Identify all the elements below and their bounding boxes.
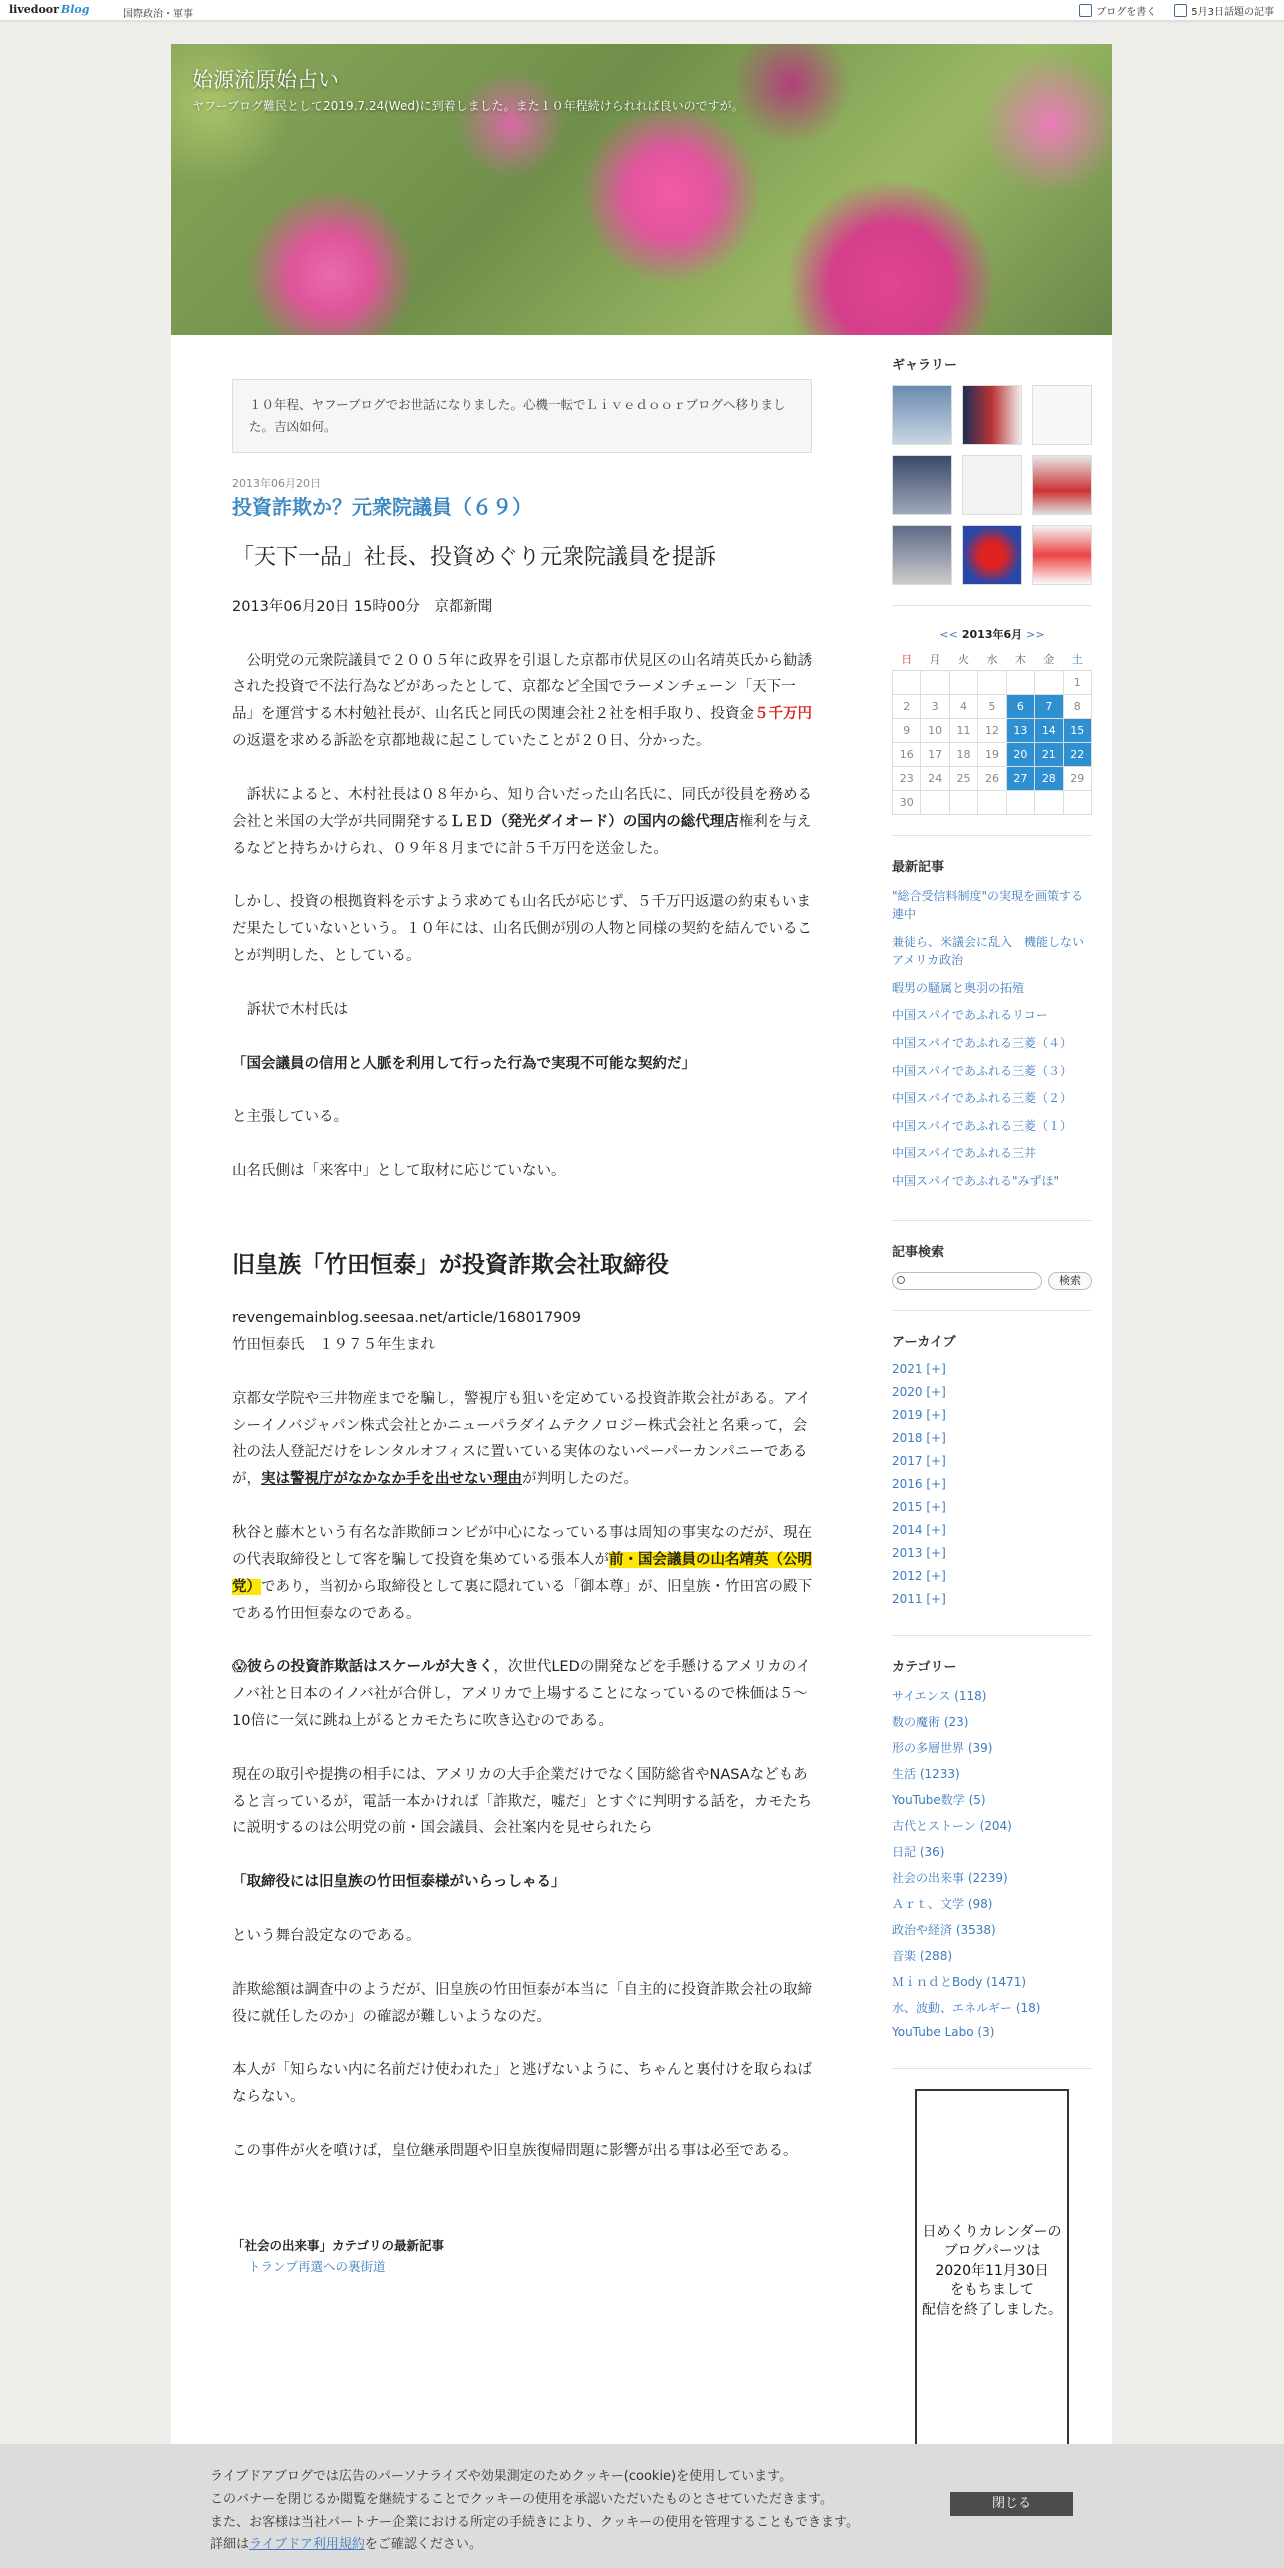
gallery-thumb[interactable] — [892, 385, 952, 445]
paragraph: 😱彼らの投資詐欺話はスケールが大きく，次世代LEDの開発などを手懸けるアメリカのイノバ社と日本のイノバ社が合併し，アメリカで上場することになっているので株価は５～10倍に一気に跳ね上がるとカモたちに吹き込むのである。 — [232, 1659, 811, 1729]
calendar-weekday: 火 — [958, 652, 970, 666]
paragraph: 公明党の元衆院議員で２００５年に政界を引退した京都市伏見区の山名靖英氏から勧誘された投資で不法行為などがあったとして、京都など全国でラーメンチェーン「天下一品」を運営する木村勉社長が、山名氏と同氏の関連会社２社を相手取り、投資金５千万円の返還を求める訴訟を京都地裁に起こしていたことが２０日、分かった。 — [232, 652, 812, 750]
calendar-month: 2013年6月 — [961, 628, 1023, 641]
article-subtitle: 「天下一品」社長、投資めぐり元衆院議員を提訴 — [232, 545, 717, 571]
archive-link[interactable]: 2014 [+] — [892, 1522, 946, 1537]
calendar-weekday: 金 — [1043, 652, 1055, 666]
paragraph: この事件が火を噴けば，皇位継承問題や旧皇族復帰問題に影響が出る事は必至である。 — [232, 2143, 798, 2160]
category-link[interactable]: 日記 (36) — [892, 1844, 945, 1859]
search-title: 記事検索 — [892, 1244, 945, 1260]
calendar-day-link[interactable]: 21 — [1035, 742, 1063, 766]
calendar-day: 1 — [1063, 670, 1091, 694]
calendar-day: 24 — [921, 766, 949, 790]
calendar — [892, 626, 1092, 836]
calendar-day: 2 — [893, 694, 921, 718]
gallery-thumb[interactable] — [892, 455, 952, 515]
calendar-day: 25 — [949, 766, 977, 790]
category-link[interactable]: YouTube数学 (5) — [892, 1792, 986, 1807]
section-heading: 旧皇族「竹田恒泰」が投資詐欺会社取締役 — [232, 1252, 669, 1279]
quote: 「国会議員の信用と人脈を利用して行った行為で実現不可能な契約だ」 — [232, 1055, 696, 1072]
calendar-day: 5 — [978, 694, 1006, 718]
related-title: 「社会の出来事」カテゴリの最新記事 — [232, 2237, 445, 2253]
recent-title: 最新記事 — [892, 859, 945, 875]
gallery-section — [892, 354, 1092, 606]
calendar-day: 16 — [893, 742, 921, 766]
paragraph: 現在の取引や提携の相手には、アメリカの大手企業だけでなく国防総省やNASAなどもあると言っているが，電話一本かければ「詐欺だ，嘘だ」とすぐに判明する話を，カモたちに説明するのは公明党の前・国会議員、会社案内を見せられたら — [232, 1766, 812, 1837]
write-blog-link[interactable]: ブログを書く — [1079, 3, 1156, 18]
cookie-close-button[interactable]: 閉じる — [950, 2492, 1073, 2516]
calendar-day: 12 — [978, 718, 1006, 742]
blog-title[interactable]: 始源流原始占い — [192, 68, 339, 92]
category-link[interactable]: Ａｒｔ、文学 (98) — [892, 1896, 993, 1911]
gallery-thumb[interactable] — [962, 525, 1022, 585]
byline: 2013年06月20日 15時00分 京都新聞 — [232, 598, 493, 615]
gallery-thumb[interactable] — [1032, 455, 1092, 515]
calendar-day: 9 — [893, 718, 921, 742]
category-link[interactable]: 水、波動、エネルギー (18) — [892, 2000, 1041, 2015]
category-link[interactable]: サイエンス (118) — [892, 1688, 987, 1703]
page-wrapper — [171, 44, 1112, 2444]
calendar-weekday: 木 — [1014, 652, 1026, 666]
category-link[interactable]: 形の多層世界 (39) — [892, 1740, 993, 1755]
gallery-grid — [892, 385, 1092, 585]
calendar-day-link[interactable]: 28 — [1035, 766, 1063, 790]
archive-link[interactable]: 2012 [+] — [892, 1568, 946, 1583]
recent-article-link[interactable]: 中国スパイであふれる三菱（１） — [892, 1118, 1073, 1133]
category-link[interactable]: 生活 (1233) — [892, 1766, 960, 1781]
calendar-next[interactable]: >> — [1026, 628, 1045, 641]
category-link[interactable]: 音楽 (288) — [892, 1948, 953, 1963]
calendar-day: 18 — [949, 742, 977, 766]
related-link[interactable]: トランプ再選への裏街道 — [248, 2259, 386, 2275]
livedoor-logo[interactable]: livedoor Blog — [9, 3, 90, 16]
calendar-day: 29 — [1063, 766, 1091, 790]
recent-article-link[interactable]: 暇男の騒属と奥羽の拓殖 — [892, 980, 1025, 995]
recent-article-link[interactable]: 中国スパイであふれる三菱（３） — [892, 1063, 1073, 1078]
calendar-weekday: 水 — [986, 652, 998, 666]
calendar-day: 3 — [921, 694, 949, 718]
calendar-day-link[interactable]: 14 — [1035, 718, 1063, 742]
category-link[interactable]: 政治や経済 (3538) — [892, 1922, 996, 1937]
article-date: 2013年06月20日 — [232, 476, 321, 490]
cookie-banner — [0, 2444, 1284, 2568]
calendar-icon — [1174, 4, 1187, 17]
calendar-day: 30 — [893, 790, 921, 814]
top-bar — [0, 0, 1284, 21]
calendar-day: 8 — [1063, 694, 1091, 718]
calendar-day: 19 — [978, 742, 1006, 766]
calendar-widget-notice: 日めくりカレンダーの ブログパーツは 2020年11月30日 をもちまして 配信を終了しました。 — [915, 2089, 1069, 2455]
cookie-text: ライブドアブログでは広告のパーソナライズや効果測定のためクッキー(cookie)を使用しています。 このバナーを閉じるか閲覧を継続することでクッキーの使用を承認いただいたものとさせていただきます。 また、お客様は当社パートナー企業における所定の手続きにより、クッキーの使用を管理することもできます。 詳細はライブドア利用規約をご確認ください。 — [210, 2469, 859, 2553]
calendar-day-link[interactable]: 13 — [1006, 718, 1034, 742]
archive-link[interactable]: 2020 [+] — [892, 1384, 946, 1399]
calendar-weekday: 月 — [929, 652, 941, 666]
sidebar — [892, 354, 1092, 2455]
calendar-day-link[interactable]: 22 — [1063, 742, 1091, 766]
search-section — [892, 1241, 1092, 1311]
calendar-day-link[interactable]: 27 — [1006, 766, 1034, 790]
category-link[interactable]: 数の魔術 (23) — [892, 1714, 969, 1729]
paragraph: 山名氏側は「来客中」として取材に応じていない。 — [232, 1163, 566, 1180]
calendar-day: 11 — [949, 718, 977, 742]
recent-article-link[interactable]: 兼徒ら、米議会に乱入 機能しないアメリカ政治 — [892, 934, 1085, 968]
calendar-table — [892, 648, 1092, 815]
calendar-day: 10 — [921, 718, 949, 742]
calendar-day: 4 — [949, 694, 977, 718]
paragraph: 秋谷と藤木という有名な詐欺師コンビが中心になっている事は周知の事実なのだが、現在の代表取締役として客を騙して投資を集めている張本人が前・国会議員の山名靖英（公明党）であり，当初から取締役として裏に隠れている「御本尊」が、旧皇族・竹田宮の殿下である竹田恒泰なのである。 — [232, 1525, 812, 1622]
archive-link[interactable]: 2021 [+] — [892, 1361, 946, 1376]
category-link[interactable]: YouTube Labo (3) — [892, 2024, 995, 2039]
paragraph: と主張している。 — [232, 1109, 348, 1126]
calendar-day-link[interactable]: 6 — [1006, 694, 1034, 718]
category-title: カテゴリー — [892, 1659, 957, 1675]
source-url: revengemainblog.seesaa.net/article/168017909 — [232, 1310, 581, 1327]
paragraph: 訴状で木村氏は — [232, 1001, 348, 1018]
calendar-day: 26 — [978, 766, 1006, 790]
calendar-day-link[interactable]: 15 — [1063, 718, 1091, 742]
calendar-day-link[interactable]: 20 — [1006, 742, 1034, 766]
category-link[interactable]: 国際政治・軍事 — [123, 9, 193, 20]
notice-box: １０年程、ヤフーブログでお世話になりました。心機一転でＬｉｖｅｄｏｏｒブログへ移りました。吉凶如何。 — [232, 379, 812, 453]
archive-link[interactable]: 2011 [+] — [892, 1591, 946, 1606]
archive-link[interactable]: 2017 [+] — [892, 1453, 946, 1468]
paragraph: 京都女学院や三井物産までを騙し，警視庁も狙いを定めている投資詐欺会社がある。アイシーイノバジャパン株式会社とかニューパラダイムテクノロジー株式会社と名乗って，会社の法人登記だけをレンタルオフィスに置いている実体のないペーパーカンパニーであるが，実は警視庁がなかなか手を出せない理由が判明したのだ。 — [232, 1390, 811, 1488]
gallery-thumb[interactable] — [1032, 525, 1092, 585]
search-icon — [897, 1276, 905, 1284]
scream-emoji-icon: 😱 — [232, 1659, 248, 1676]
gallery-thumb[interactable] — [1032, 385, 1092, 445]
trending-link[interactable]: 5月3日話題の記事 — [1174, 3, 1274, 18]
blog-header — [171, 44, 1112, 335]
paragraph: 訴状によると、木村社長は０８年から、知り合いだった山名氏に、同氏が役員を務める会社と米国の大学が共同開発するＬＥＤ（発光ダイオード）の国内の総代理店権利を与えるなどと持ちかけられ、０９年８月までに計５千万円を送金した。 — [232, 786, 812, 857]
recent-article-link[interactable]: 中国スパイであふれるリコー — [892, 1008, 1048, 1023]
main-column — [232, 379, 812, 2277]
paragraph: 本人が「知らない内に名前だけ使われた」と逃げないように、ちゃんと裏付けを取らねばならない。 — [232, 2062, 812, 2106]
recent-articles — [892, 856, 1092, 1221]
article-title[interactable]: 投資詐欺か？元衆院議員（６９） — [232, 495, 532, 520]
born-line: 竹田恒泰氏 １９７５年生まれ — [232, 1337, 435, 1354]
category-link[interactable]: 社会の出来事 (2239) — [892, 1870, 1008, 1885]
recent-article-link[interactable]: 中国スパイであふれる三菱（２） — [892, 1091, 1073, 1106]
paragraph: という舞台設定なのである。 — [232, 1928, 421, 1945]
calendar-weekday: 日 — [901, 652, 913, 666]
calendar-day: 17 — [921, 742, 949, 766]
quote: 「取締役には旧皇族の竹田恒泰様がいらっしゃる」 — [232, 1874, 566, 1891]
blog-description: ヤフーブログ難民として2019.7.24(Wed)に到着しました。また１０年程続けられれば良いのですが。 — [192, 99, 744, 113]
paragraph: しかし、投資の根拠資料を示すよう求めても山名氏が応じず、５千万円返還の約束もいまだ果たしていないという。１０年には、山名氏側が別の人物と同様の契約を結んでいることが判明した、としている。 — [232, 894, 812, 964]
archive-section — [892, 1331, 1092, 1636]
recent-article-link[interactable]: 中国スパイであふれる"みずほ" — [892, 1174, 1060, 1189]
calendar-day-link[interactable]: 7 — [1035, 694, 1063, 718]
archive-link[interactable]: 2019 [+] — [892, 1407, 946, 1422]
calendar-day: 23 — [893, 766, 921, 790]
terms-link[interactable]: ライブドア利用規約 — [249, 2537, 365, 2553]
archive-link[interactable]: 2013 [+] — [892, 1545, 946, 1560]
calendar-prev[interactable]: << — [939, 628, 958, 641]
category-link[interactable]: 古代とストーン (204) — [892, 1818, 1012, 1833]
calendar-weekday: 土 — [1071, 652, 1083, 666]
related-articles — [232, 2235, 812, 2278]
archive-title: アーカイブ — [892, 1334, 956, 1350]
paragraph: 詐欺総額は調査中のようだが、旧皇族の竹田恒泰が本当に「自主的に投資詐欺会社の取締役に就任したのか」の確認が難しいようなのだ。 — [232, 1981, 812, 2025]
archive-link[interactable]: 2015 [+] — [892, 1499, 946, 1514]
recent-article-link[interactable]: "総合受信料制度"の実現を画策する連中 — [892, 888, 1084, 922]
gallery-thumb[interactable] — [962, 385, 1022, 445]
gallery-title: ギャラリー — [892, 358, 958, 373]
pencil-icon — [1079, 4, 1092, 17]
category-section — [892, 1656, 1092, 2069]
archive-link[interactable]: 2016 [+] — [892, 1476, 946, 1491]
gallery-thumb[interactable] — [892, 525, 952, 585]
recent-article-link[interactable]: 中国スパイであふれる三井 — [892, 1146, 1037, 1161]
gallery-thumb[interactable] — [962, 455, 1022, 515]
category-link[interactable]: ＭｉｎｄとBody (1471) — [892, 1974, 1027, 1989]
recent-article-link[interactable]: 中国スパイであふれる三菱（４） — [892, 1036, 1073, 1051]
search-input[interactable] — [892, 1272, 1042, 1290]
search-button[interactable]: 検索 — [1048, 1272, 1092, 1290]
archive-link[interactable]: 2018 [+] — [892, 1430, 946, 1445]
